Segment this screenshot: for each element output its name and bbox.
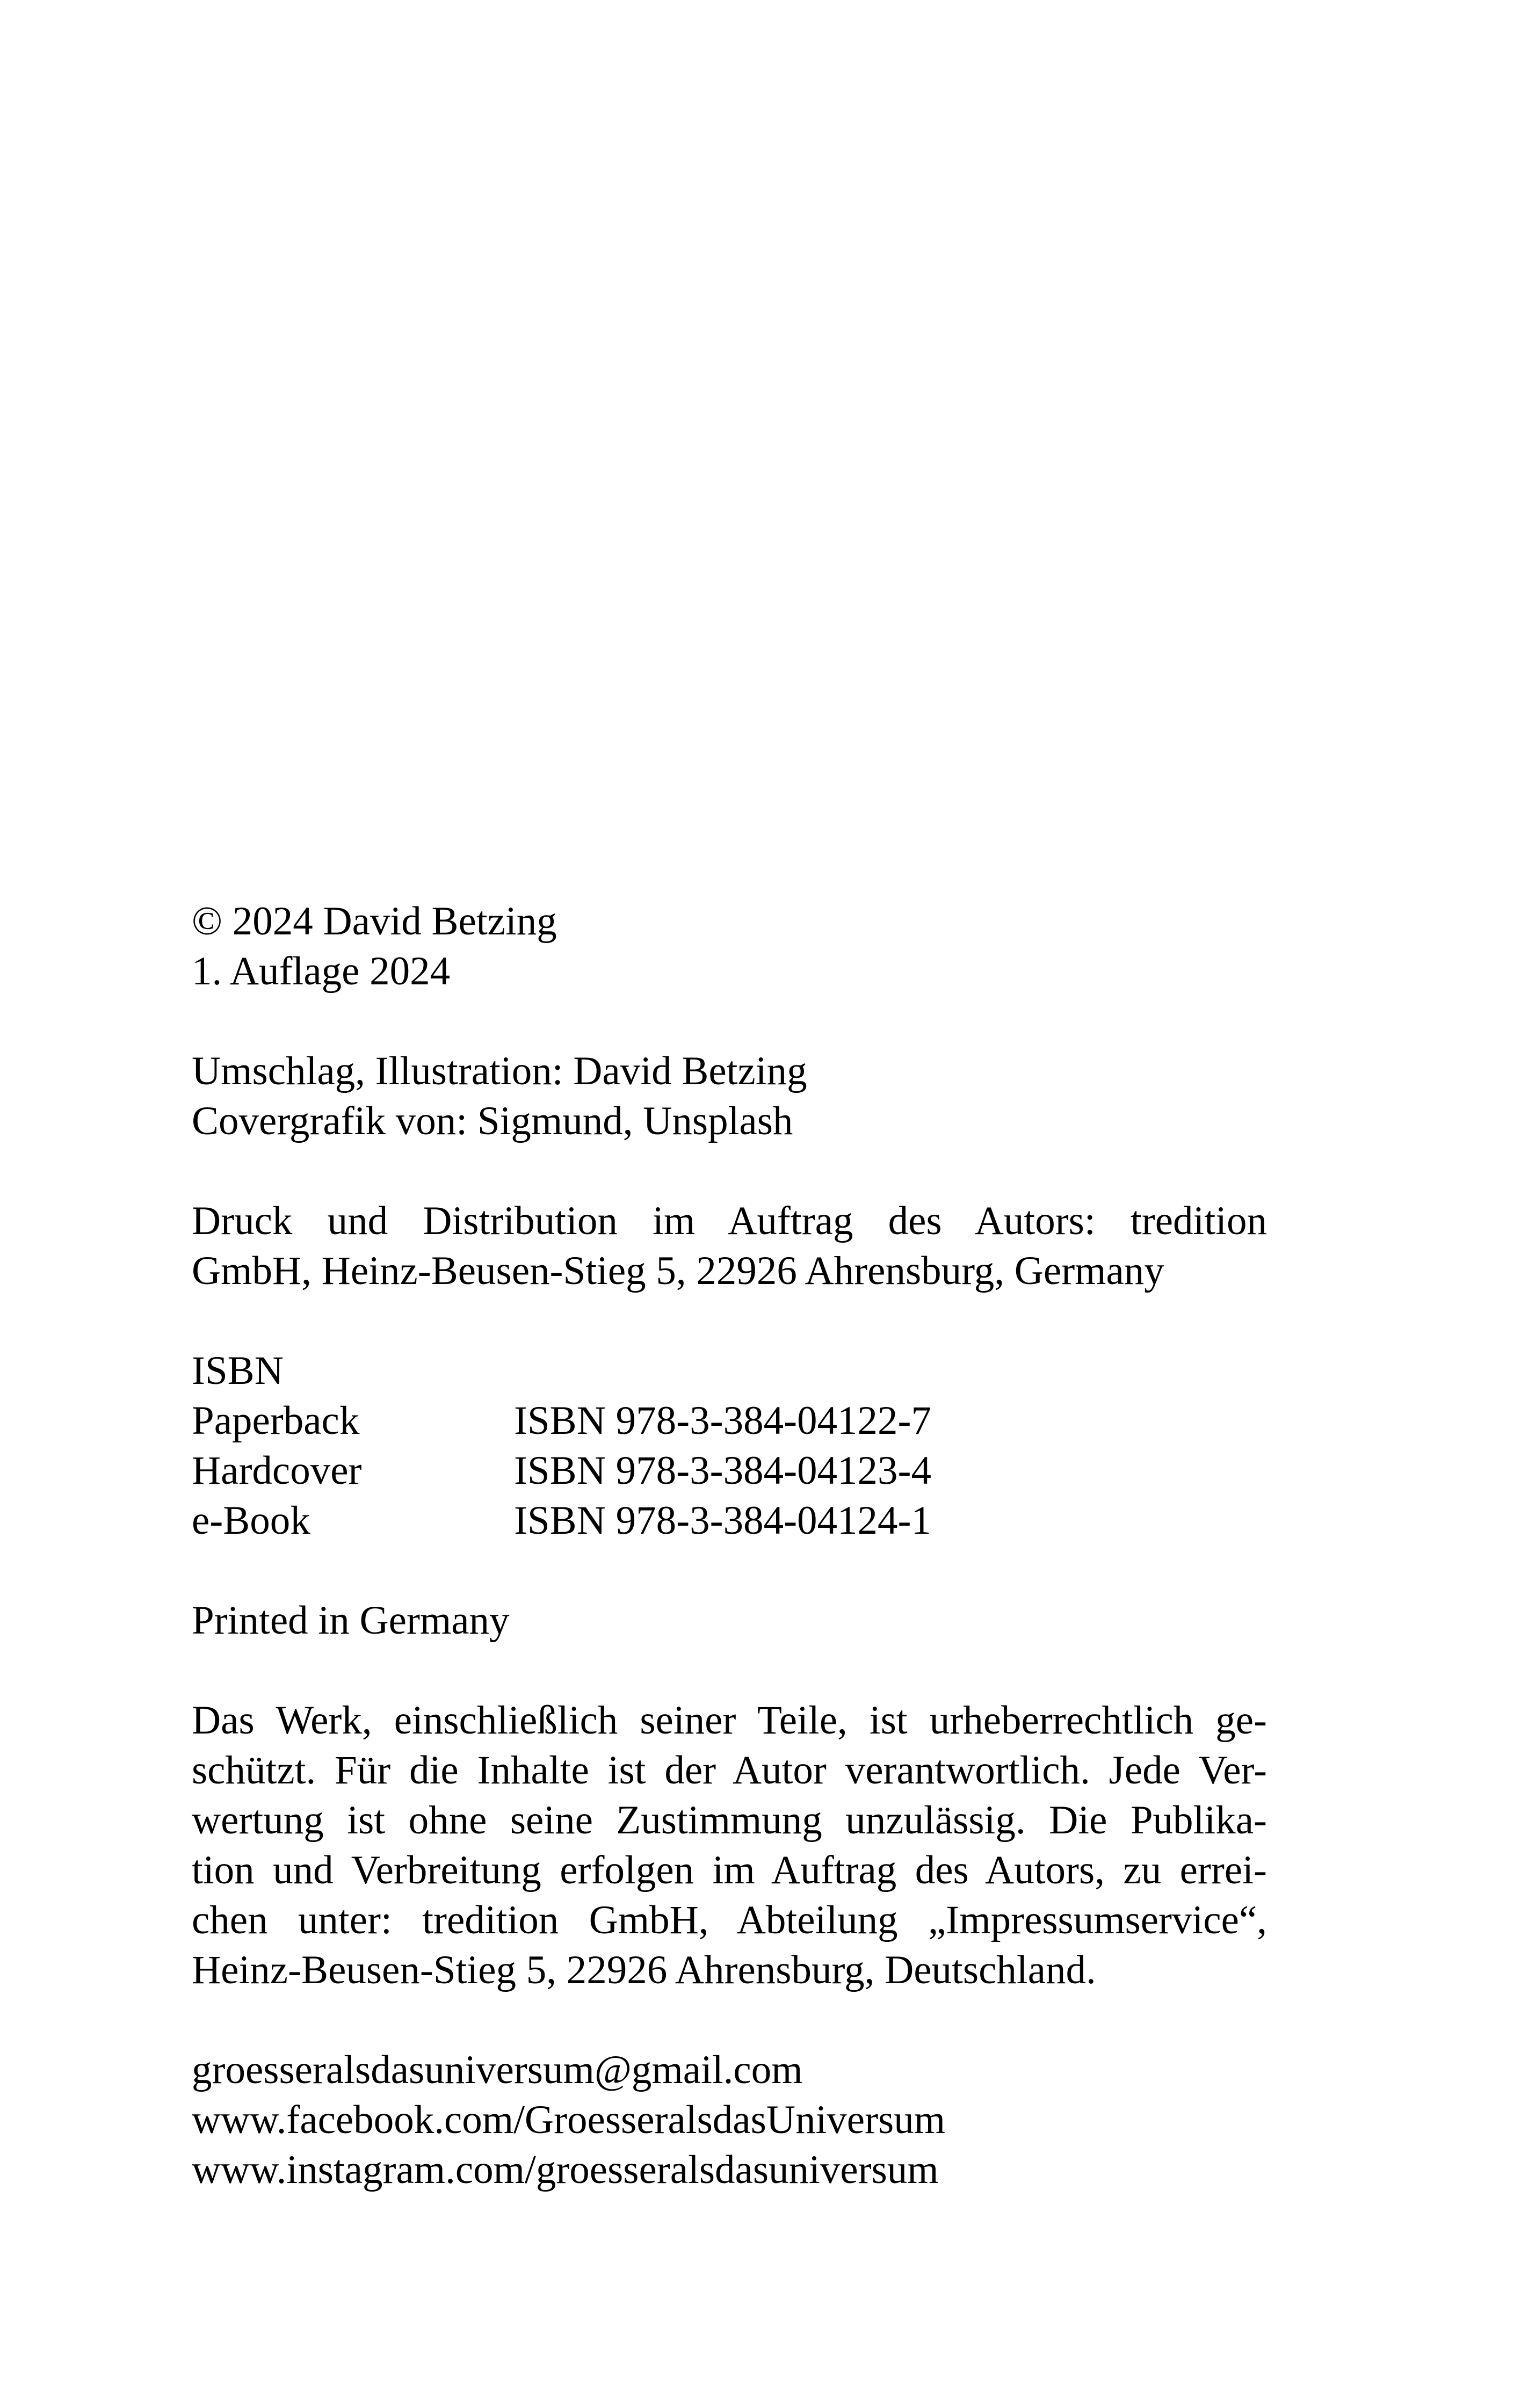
- legal-line: schützt. Für die Inhalte ist der Autor verantwortlich. Jede Ver-: [192, 1748, 1267, 1793]
- spacer: [192, 1645, 1267, 1695]
- isbn-number: ISBN 978-3-384-04122-7: [514, 1398, 932, 1443]
- cover-graphic-credit: Covergrafik von: Sigmund, Unsplash: [192, 1099, 793, 1143]
- legal-line: Das Werk, einschließlich seiner Teile, ist urheberrechtlich ge-: [192, 1698, 1267, 1743]
- contact-instagram: www.instagram.com/groesseralsdasuniversum: [192, 2148, 939, 2192]
- legal-line: Heinz-Beusen-Stieg 5, 22926 Ahrensburg, Deutschland.: [192, 1948, 1096, 1992]
- distribution-line: GmbH, Heinz-Beusen-Stieg 5, 22926 Ahrensburg, Germany: [192, 1249, 1164, 1293]
- isbn-format: Hardcover: [192, 1448, 362, 1493]
- isbn-section: [192, 1346, 1267, 1546]
- imprint-block: [192, 896, 1267, 2195]
- isbn-format: Paperback: [192, 1398, 360, 1443]
- legal-paragraph: [192, 1695, 1267, 1995]
- legal-line: chen unter: tredition GmbH, Abteilung „Impressumservice“,: [192, 1898, 1267, 1942]
- contact-email: groesseralsdasuniversum@gmail.com: [192, 2048, 803, 2092]
- legal-line: wertung ist ohne seine Zustimmung unzulässig. Die Publika-: [192, 1798, 1267, 1843]
- distribution-paragraph: [192, 1196, 1267, 1296]
- copyright-line: © 2024 David Betzing: [192, 899, 557, 944]
- spacer: [192, 1546, 1267, 1595]
- isbn-number: ISBN 978-3-384-04123-4: [514, 1448, 932, 1493]
- spacer: [192, 1296, 1267, 1346]
- isbn-row: [192, 1496, 1267, 1546]
- spacer: [192, 1995, 1267, 2045]
- distribution-line: Druck und Distribution im Auftrag des Autors: tredition: [192, 1199, 1267, 1243]
- contact-facebook: www.facebook.com/GroesseralsdasUniversum: [192, 2098, 946, 2142]
- printed-in-line: Printed in Germany: [192, 1598, 510, 1643]
- spacer: [192, 1146, 1267, 1196]
- isbn-heading: ISBN: [192, 1348, 284, 1393]
- isbn-row: [192, 1396, 1267, 1446]
- isbn-number: ISBN 978-3-384-04124-1: [514, 1498, 932, 1543]
- edition-line: 1. Auflage 2024: [192, 949, 451, 993]
- isbn-format: e-Book: [192, 1498, 310, 1543]
- legal-line: tion und Verbreitung erfolgen im Auftrag des Autors, zu errei-: [192, 1848, 1267, 1892]
- isbn-row: [192, 1446, 1267, 1496]
- cover-credit: Umschlag, Illustration: David Betzing: [192, 1049, 807, 1093]
- spacer: [192, 996, 1267, 1046]
